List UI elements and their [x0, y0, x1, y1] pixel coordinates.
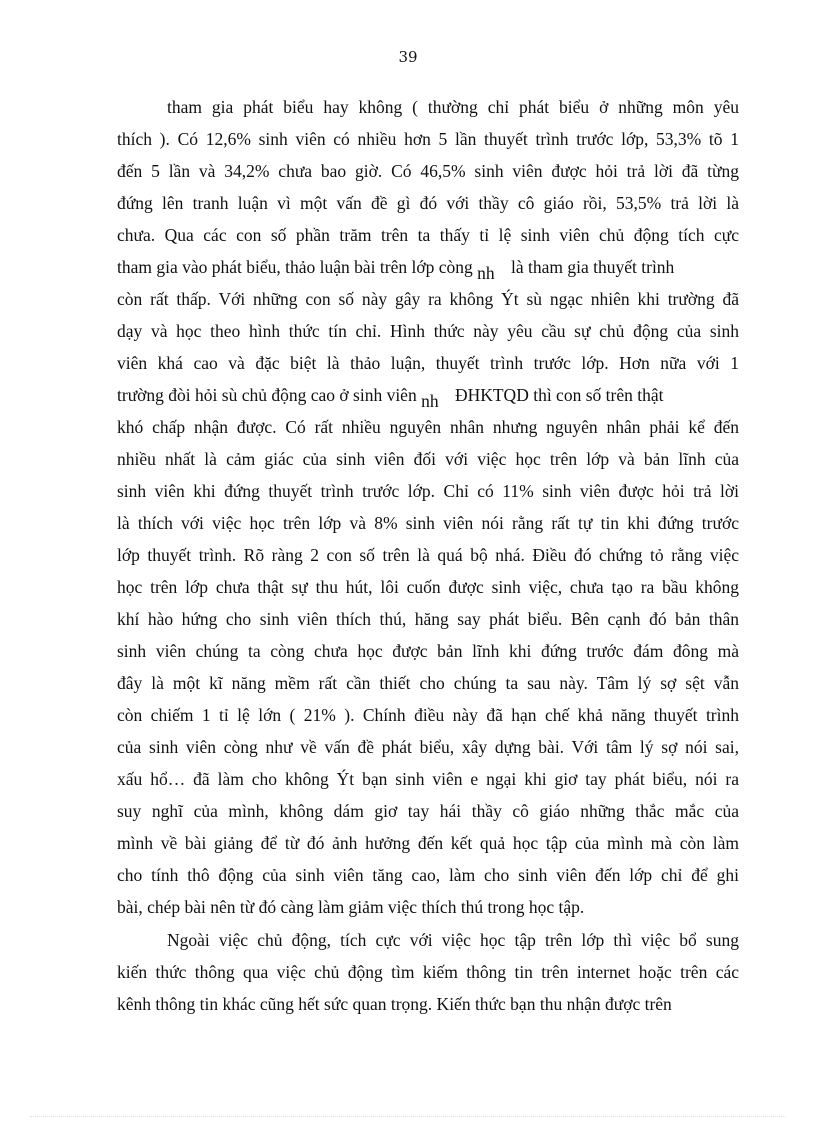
text-line: bài, chép bài nên từ đó càng làm giảm việc thích thú trong học tập.: [117, 897, 585, 917]
text-line: đứng lên tranh luận vì một vấn đề gì đó với thầy cô giáo rồi, 53,5% trả lời là: [117, 193, 739, 213]
text-line: sinh viên khi đứng thuyết trình trước lớp. Chỉ có 11% sinh viên được hỏi trả lời: [117, 481, 739, 501]
page-number: 39: [398, 48, 418, 66]
text-line: đến 5 lần và 34,2% chưa bao giờ. Có 46,5% sinh viên được hỏi trả lời đã từng: [117, 161, 739, 181]
text-line: còn chiếm 1 tỉ lệ lớn ( 21% ). Chính điều này đã hạn chế khả năng thuyết trình: [117, 705, 739, 725]
text-line: dạy và học theo hình thức tín chỉ. Hình thức này yêu cầu sự chủ động của sinh: [117, 321, 739, 341]
text-line: viên khá cao và đặc biệt là thảo luận, thuyết trình trước lớp. Hơn nữa với 1: [117, 353, 739, 373]
text-line: xấu hổ… đã làm cho không Ýt bạn sinh viên e ngại khi giơ tay phát biểu, nói ra: [117, 769, 739, 789]
text-line: chưa. Qua các con số phần trăm trên ta thấy tỉ lệ sinh viên chủ động tích cực: [117, 225, 739, 245]
text-line: nhiều nhất là cảm giác của sinh viên đối với việc học trên lớp và bản lĩnh của: [117, 449, 739, 469]
text-fragment: tham gia vào phát biểu, thảo luận bài trên lớp còng: [117, 257, 473, 277]
text-line: [117, 384, 739, 411]
page-bottom-rule: [30, 1116, 786, 1117]
text-line: kiến thức thông qua việc chủ động tìm kiếm thông tin trên internet hoặc trên các: [117, 962, 739, 982]
text-line: còn rất thấp. Với những con số này gây ra không Ýt sù ngạc nhiên khi trường đã: [117, 289, 739, 309]
text-fragment: nh: [421, 391, 439, 411]
text-line: sinh viên chúng ta còng chưa học được bản lĩnh khi đứng trước đám đông mà: [117, 641, 739, 661]
text-line: khí hào hứng cho sinh viên thích thú, hăng say phát biểu. Bên cạnh đó bản thân: [117, 609, 739, 629]
text-line: Ngoài việc chủ động, tích cực với việc học tập trên lớp thì việc bổ sung: [167, 930, 739, 950]
text-line: cho tính thô động của sinh viên tăng cao, làm cho sinh viên đến lớp chỉ để ghi: [117, 865, 739, 885]
text-fragment: trường đòi hỏi sù chủ động cao ở sinh viên: [117, 385, 417, 405]
text-fragment: là tham gia thuyết trình: [511, 257, 675, 277]
text-line: lớp thuyết trình. Rõ ràng 2 con số trên là quá bộ nhá. Điều đó chứng tỏ rằng việc: [117, 545, 739, 565]
text-fragment: nh: [477, 263, 495, 283]
text-line: mình về bài giảng để từ đó ảnh hưởng đến kết quả học tập của mình mà còn làm: [117, 833, 739, 853]
text-line: khó chấp nhận được. Có rất nhiều nguyên nhân nhưng nguyên nhân phải kể đến: [117, 417, 739, 437]
text-line: suy nghĩ của mình, không dám giơ tay hái thầy cô giáo những thắc mắc của: [117, 801, 739, 821]
text-line: là thích với việc học trên lớp và 8% sinh viên nói rằng rất tự tin khi đứng trước: [117, 513, 739, 533]
text-line: tham gia phát biểu hay không ( thường chỉ phát biểu ở những môn yêu: [167, 97, 739, 117]
text-fragment: ĐHKTQD thì con số trên thật: [454, 385, 664, 405]
text-line: học trên lớp chưa thật sự thu hút, lôi cuốn được sinh việc, chưa tạo ra bầu không: [117, 577, 739, 597]
text-line: đây là một kĩ năng mềm rất cần thiết cho chúng ta sau này. Tâm lý sợ sệt vẫn: [117, 673, 739, 693]
text-line: [117, 256, 739, 283]
text-line: của sinh viên còng như về vấn đề phát biểu, xây dựng bài. Với tâm lý sợ nói sai,: [117, 737, 739, 757]
text-line: thích ). Có 12,6% sinh viên có nhiều hơn 5 lần thuyết trình trước lớp, 53,3% tõ 1: [117, 129, 739, 149]
text-line: kênh thông tin khác cũng hết sức quan trọng. Kiến thức bạn thu nhận được trên: [117, 994, 672, 1014]
